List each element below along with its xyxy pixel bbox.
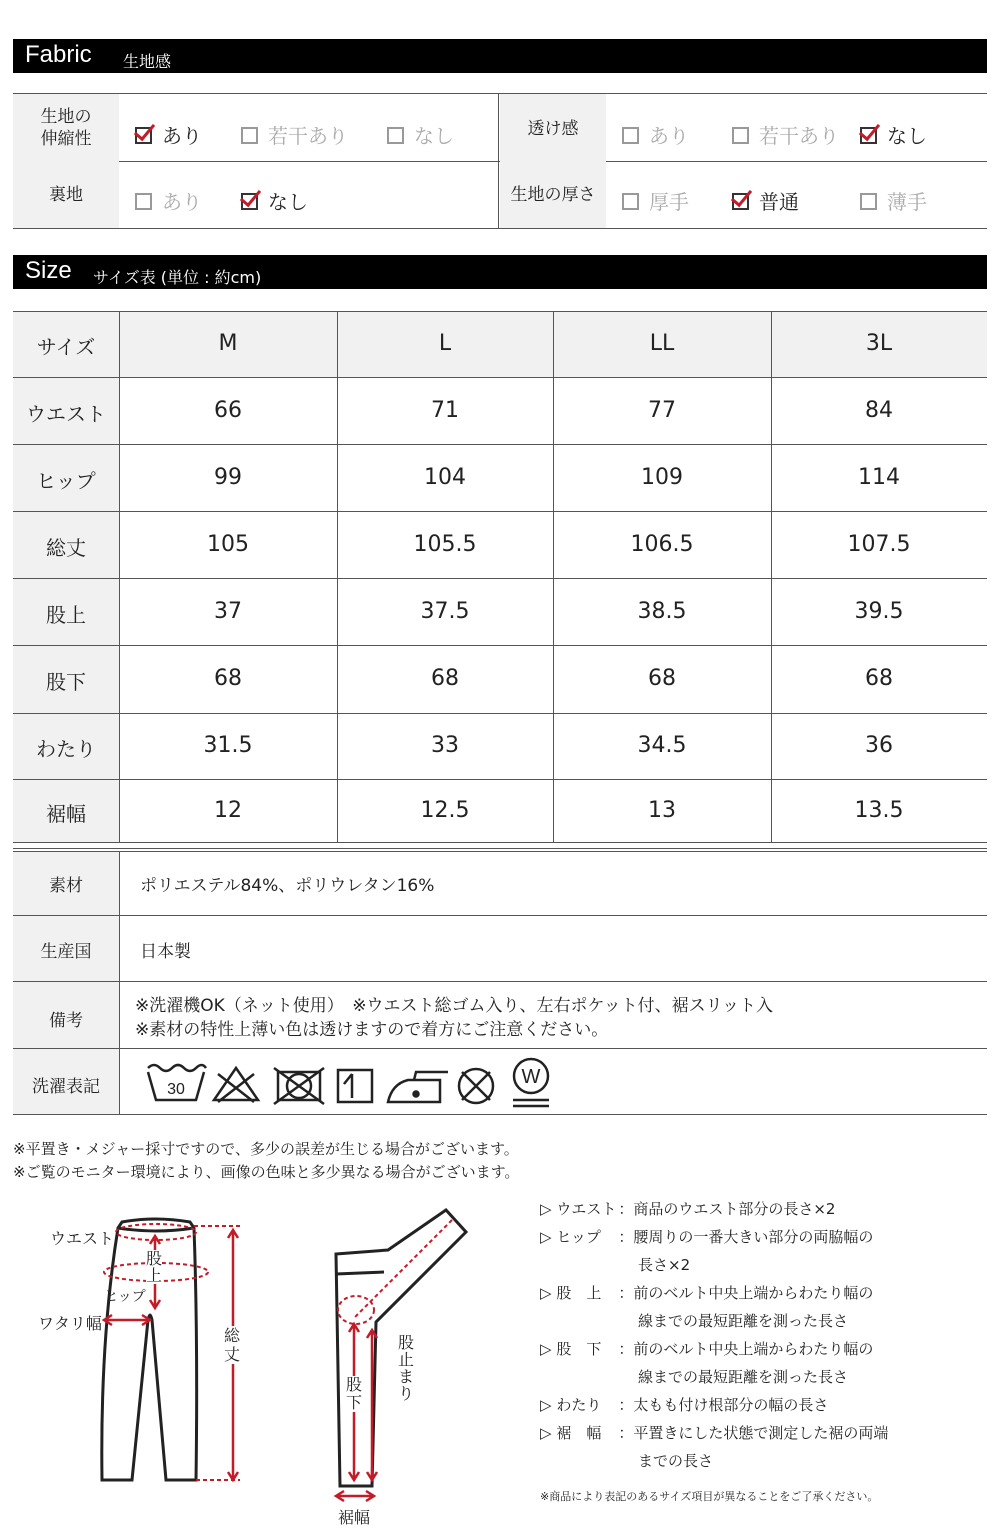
svg-text:30: 30 bbox=[167, 1081, 185, 1098]
size-cell: 105 bbox=[207, 531, 249, 557]
thickness-option-label: 厚手 bbox=[649, 190, 689, 214]
legend-term: ウエスト bbox=[556, 1200, 617, 1218]
sheer-label: 透け感 bbox=[527, 119, 579, 139]
legend-term: 股 上 bbox=[556, 1284, 602, 1302]
size-cell: 38.5 bbox=[637, 598, 687, 624]
size-cell: 107.5 bbox=[847, 531, 911, 557]
size-cell: 104 bbox=[424, 464, 466, 490]
size-header-cell: L bbox=[438, 331, 452, 356]
inseam-diagram-label: 股 下 bbox=[346, 1375, 363, 1412]
sheer-option bbox=[732, 120, 839, 149]
stretch-option-label: あり bbox=[162, 124, 202, 148]
stretch-option bbox=[241, 120, 348, 149]
divider bbox=[13, 842, 987, 843]
legend-desc-cont: 線までの最短距離を測った長さ bbox=[638, 1312, 849, 1330]
checkbox-icon bbox=[135, 127, 152, 144]
care-label: 洗濯表記 bbox=[32, 1077, 100, 1097]
triangle-icon: ▷ bbox=[540, 1396, 557, 1414]
rise-diagram-label: 股 上 bbox=[146, 1249, 163, 1285]
checkbox-icon bbox=[860, 127, 877, 144]
line-dry-icon bbox=[338, 1070, 372, 1102]
triangle-icon: ▷ bbox=[540, 1340, 557, 1358]
front-arrows bbox=[104, 1230, 241, 1480]
thickness-option bbox=[622, 186, 689, 215]
size-cell: 12 bbox=[214, 797, 242, 823]
size-cell: 37.5 bbox=[420, 598, 470, 624]
length-diagram-label: 総 丈 bbox=[224, 1326, 241, 1364]
size-cell: 66 bbox=[214, 397, 242, 423]
lining-option bbox=[241, 186, 308, 215]
remarks-line2: ※素材の特性上薄い色は透けますので着方にご注意ください。 bbox=[135, 1020, 609, 1040]
size-header-cell: M bbox=[218, 331, 238, 356]
size-cell: 71 bbox=[431, 397, 459, 423]
legend-desc: 前のベルト中央上端からわたり幅の bbox=[633, 1284, 874, 1302]
thickness-option-label: 薄手 bbox=[887, 190, 927, 214]
legend-separator: ： bbox=[618, 1228, 634, 1246]
size-row-label: ヒップ bbox=[36, 468, 96, 493]
size-cell: 109 bbox=[641, 464, 683, 490]
legend-term: ヒップ bbox=[556, 1228, 601, 1246]
checkbox-icon bbox=[860, 193, 877, 210]
note-line: ※ご覧のモニター環境により、画像の色味と多少異なる場合がございます。 bbox=[13, 1163, 520, 1181]
legend-desc-cont: までの長さ bbox=[638, 1452, 714, 1470]
size-cell: 39.5 bbox=[854, 598, 904, 624]
checkbox-icon bbox=[387, 127, 404, 144]
triangle-icon: ▷ bbox=[540, 1424, 557, 1442]
size-cell: 13 bbox=[648, 797, 676, 823]
divider bbox=[13, 1114, 987, 1115]
divider bbox=[119, 311, 120, 842]
hem-diagram-label: 裾幅 bbox=[338, 1508, 371, 1527]
divider bbox=[13, 511, 987, 512]
triangle-icon: ▷ bbox=[540, 1200, 557, 1218]
divider bbox=[13, 228, 987, 229]
triangle-icon: ▷ bbox=[540, 1228, 557, 1246]
size-cell: 68 bbox=[214, 666, 242, 691]
thickness-label: 生地の厚さ bbox=[510, 185, 596, 205]
checkbox-icon bbox=[135, 193, 152, 210]
size-cell: 68 bbox=[648, 666, 676, 691]
size-cell: 84 bbox=[865, 397, 893, 423]
checkbox-icon bbox=[241, 127, 258, 144]
side-arrows bbox=[336, 1324, 377, 1501]
size-header-cell: LL bbox=[649, 331, 675, 356]
origin-label: 生産国 bbox=[40, 942, 92, 962]
divider bbox=[13, 645, 987, 646]
legend-item bbox=[540, 1422, 888, 1443]
fabric-header bbox=[13, 39, 987, 73]
size-cell: 31.5 bbox=[203, 733, 253, 758]
size-cell: 34.5 bbox=[637, 733, 687, 758]
front-measure-lines bbox=[104, 1224, 240, 1480]
note-line: ※平置き・メジャー採寸ですので、多少の誤差が生じる場合がございます。 bbox=[13, 1140, 519, 1158]
hip-diagram-label: ヒップ bbox=[104, 1289, 146, 1305]
checkbox-icon bbox=[622, 127, 639, 144]
size-row-label: 股下 bbox=[46, 670, 86, 694]
footnote: ※商品により表記のあるサイズ項目が異なることをご了承ください。 bbox=[540, 1490, 879, 1503]
legend-separator: ： bbox=[618, 1424, 634, 1442]
divider bbox=[13, 779, 987, 780]
divider bbox=[13, 377, 987, 378]
size-title-en: Size bbox=[25, 257, 72, 284]
size-cell: 12.5 bbox=[420, 797, 470, 823]
size-cell: 105.5 bbox=[413, 531, 477, 557]
waist-diagram-label: ウエスト bbox=[50, 1229, 115, 1248]
size-row-label: ウエスト bbox=[26, 401, 106, 426]
lining-option bbox=[135, 186, 202, 215]
wash-30-icon bbox=[148, 1065, 206, 1100]
divider bbox=[771, 311, 772, 842]
size-cell: 68 bbox=[865, 666, 893, 691]
remarks-line1: ※洗濯機OK（ネット使用） ※ウエスト総ゴム入り、左右ポケット付、裾スリット入 bbox=[135, 996, 773, 1016]
legend-desc: 腰周りの一番大きい部分の両脇幅の bbox=[633, 1228, 874, 1246]
triangle-icon: ▷ bbox=[540, 1284, 557, 1302]
divider bbox=[13, 311, 987, 312]
legend-item bbox=[540, 1282, 873, 1303]
legend-desc: 商品のウエスト部分の長さ×2 bbox=[633, 1200, 836, 1218]
divider bbox=[553, 311, 554, 842]
divider bbox=[13, 851, 987, 852]
divider bbox=[13, 444, 987, 445]
material-label: 素材 bbox=[49, 876, 83, 896]
lining-option-label: あり bbox=[162, 190, 202, 214]
stretch-option bbox=[387, 120, 454, 149]
divider bbox=[13, 981, 987, 982]
legend-desc: 平置きにした状態で測定した裾の両端 bbox=[633, 1424, 889, 1442]
sheer-option-label: なし bbox=[887, 124, 927, 148]
legend-desc: 太もも付け根部分の幅の長さ bbox=[633, 1396, 829, 1414]
legend-desc-cont: 長さ×2 bbox=[638, 1256, 691, 1274]
legend-term: 裾 幅 bbox=[556, 1424, 602, 1442]
label-shade bbox=[500, 94, 606, 228]
legend-term: わたり bbox=[556, 1396, 602, 1414]
checkbox-icon bbox=[241, 193, 258, 210]
thickness-option-label: 普通 bbox=[759, 190, 799, 214]
lining-label: 裏地 bbox=[49, 185, 83, 205]
divider bbox=[337, 311, 338, 842]
size-row-label: わたり bbox=[36, 737, 96, 761]
checkbox-icon bbox=[732, 127, 749, 144]
sheer-option bbox=[622, 120, 689, 149]
size-cell: 33 bbox=[431, 733, 459, 758]
size-cell: 37 bbox=[214, 598, 242, 624]
size-header bbox=[13, 255, 987, 289]
legend-term: 股 下 bbox=[556, 1340, 602, 1358]
legend-separator: ： bbox=[618, 1396, 634, 1414]
no-tumble-dry-icon bbox=[274, 1068, 324, 1104]
size-header-cell: サイズ bbox=[36, 335, 96, 359]
legend-separator: ： bbox=[618, 1284, 634, 1302]
care-icons bbox=[140, 1054, 560, 1110]
checkbox-icon bbox=[622, 193, 639, 210]
size-row-label: 裾幅 bbox=[46, 801, 86, 826]
size-cell: 114 bbox=[858, 464, 900, 490]
stretch-label: 生地の 伸縮性 bbox=[40, 107, 92, 149]
divider bbox=[119, 851, 120, 1114]
svg-text:W: W bbox=[521, 1066, 541, 1088]
divider bbox=[498, 94, 499, 228]
size-cell: 99 bbox=[214, 464, 242, 490]
thigh-diagram-label: ワタリ幅 bbox=[38, 1314, 102, 1333]
size-header-cell: 3L bbox=[865, 331, 893, 356]
remarks-label: 備考 bbox=[49, 1011, 83, 1031]
no-dry-clean-icon bbox=[459, 1069, 493, 1103]
fabric-title-jp: 生地感 bbox=[123, 52, 172, 71]
legend-separator: ： bbox=[618, 1340, 634, 1358]
divider bbox=[13, 713, 987, 714]
stretch-option bbox=[135, 120, 202, 149]
fabric-title-en: Fabric bbox=[25, 41, 92, 68]
wet-clean-icon bbox=[513, 1059, 549, 1106]
size-row-label: 股上 bbox=[46, 602, 86, 627]
size-row-label: 総丈 bbox=[46, 535, 86, 560]
legend-desc: 前のベルト中央上端からわたり幅の bbox=[633, 1340, 874, 1358]
size-cell: 36 bbox=[865, 733, 893, 758]
stretch-option-label: 若干あり bbox=[268, 124, 348, 148]
sheer-option bbox=[860, 120, 927, 149]
checkbox-icon bbox=[732, 193, 749, 210]
size-title-jp: サイズ表 (単位 : 約cm) bbox=[93, 268, 262, 287]
stretch-option-label: なし bbox=[414, 124, 454, 148]
divider bbox=[13, 915, 987, 916]
sheer-option-label: あり bbox=[649, 124, 689, 148]
material-value: ポリエステル84%、ポリウレタン16% bbox=[140, 876, 435, 896]
size-cell: 106.5 bbox=[630, 531, 694, 557]
legend-item bbox=[540, 1226, 873, 1247]
legend-item bbox=[540, 1198, 835, 1219]
no-bleach-icon bbox=[214, 1068, 258, 1102]
legend-desc-cont: 線までの最短距離を測った長さ bbox=[638, 1368, 849, 1386]
lining-option-label: なし bbox=[268, 190, 308, 214]
size-cell: 13.5 bbox=[854, 797, 904, 823]
size-cell: 77 bbox=[648, 397, 676, 423]
origin-value: 日本製 bbox=[140, 942, 191, 962]
low-iron-icon bbox=[388, 1072, 448, 1102]
legend-separator: ： bbox=[618, 1200, 634, 1218]
legend-item bbox=[540, 1338, 873, 1359]
crotch-end-diagram-label: 股 止 ま り bbox=[398, 1333, 415, 1403]
thickness-option bbox=[860, 186, 927, 215]
size-cell: 68 bbox=[431, 666, 459, 691]
divider bbox=[13, 848, 987, 849]
divider bbox=[13, 578, 987, 579]
divider bbox=[13, 1048, 987, 1049]
thickness-option bbox=[732, 186, 799, 215]
sheer-option-label: 若干あり bbox=[759, 124, 839, 148]
legend-item bbox=[540, 1394, 828, 1415]
